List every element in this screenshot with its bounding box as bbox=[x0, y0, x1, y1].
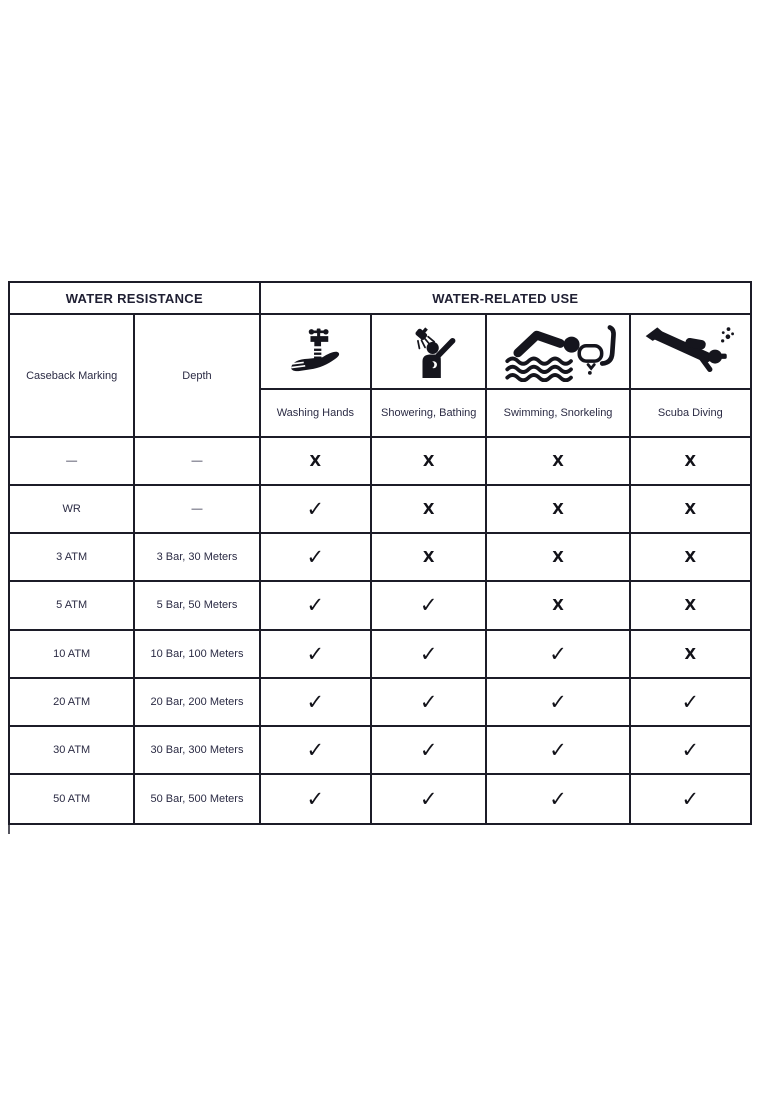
activity-icon-cell-showering bbox=[372, 315, 487, 390]
mark-cell: ✓ bbox=[372, 775, 487, 823]
mark-cell: X bbox=[487, 438, 630, 486]
depth-cell: 5 Bar, 50 Meters bbox=[135, 582, 260, 630]
mark-cell: ✓ bbox=[372, 582, 487, 630]
mark-cell: X bbox=[631, 631, 750, 679]
mark-cell: ✓ bbox=[372, 631, 487, 679]
mark-cell: X bbox=[631, 534, 750, 582]
mark-cell: ✓ bbox=[261, 679, 372, 727]
swimming-snorkeling-icon bbox=[499, 321, 617, 382]
mark-cell: ✓ bbox=[487, 775, 630, 823]
column-header-depth: Depth bbox=[135, 315, 260, 438]
mark-cell: ✓ bbox=[487, 679, 630, 727]
marking-cell: 30 ATM bbox=[10, 727, 135, 775]
mark-cell: X bbox=[487, 582, 630, 630]
mark-cell: X bbox=[372, 438, 487, 486]
mark-cell: ✓ bbox=[487, 727, 630, 775]
mark-cell: ✓ bbox=[681, 786, 700, 811]
mark-cell: X bbox=[372, 534, 487, 582]
mark-cell: ✓ bbox=[261, 534, 372, 582]
water-resistance-table bbox=[8, 281, 752, 825]
marking-cell: 10 ATM bbox=[10, 631, 135, 679]
marking-cell: 50 ATM bbox=[10, 775, 135, 823]
mark-cell: ✓ bbox=[261, 582, 372, 630]
depth-cell: 3 Bar, 30 Meters bbox=[135, 534, 260, 582]
showering-bathing-icon bbox=[396, 325, 461, 378]
marking-cell: WR bbox=[10, 486, 135, 534]
header-water-related-use: WATER-RELATED USE bbox=[261, 283, 750, 315]
mark-cell: ✓ bbox=[372, 679, 487, 727]
mark-cell: X bbox=[631, 438, 750, 486]
column-header-caseback-marking: Caseback Marking bbox=[10, 315, 135, 438]
mark-cell: X bbox=[487, 486, 630, 534]
mark-cell: ✓ bbox=[261, 631, 372, 679]
washing-hands-icon bbox=[285, 327, 347, 377]
depth-cell: — bbox=[135, 486, 260, 534]
mark-cell: X bbox=[487, 534, 630, 582]
activity-label-washing-hands: Washing Hands bbox=[261, 390, 372, 438]
marking-cell: 5 ATM bbox=[10, 582, 135, 630]
depth-cell: 30 Bar, 300 Meters bbox=[135, 727, 260, 775]
mark-cell: X bbox=[261, 438, 372, 486]
mark-cell: ✓ bbox=[261, 727, 372, 775]
header-water-resistance: WATER RESISTANCE bbox=[10, 283, 261, 315]
mark-cell: X bbox=[372, 486, 487, 534]
activity-icon-cell-scuba bbox=[631, 315, 750, 390]
mark-cell: ✓ bbox=[261, 486, 372, 534]
left-border-stub bbox=[8, 824, 10, 834]
depth-cell: 50 Bar, 500 Meters bbox=[135, 775, 260, 823]
depth-cell: 10 Bar, 100 Meters bbox=[135, 631, 260, 679]
mark-cell: ✓ bbox=[631, 679, 750, 727]
activity-label-showering-bathing: Showering, Bathing bbox=[372, 390, 487, 438]
activity-label-scuba-diving: Scuba Diving bbox=[631, 390, 750, 438]
scuba-diving-icon bbox=[641, 321, 739, 382]
activity-label-swimming-snorkeling: Swimming, Snorkeling bbox=[487, 390, 630, 438]
marking-cell: — bbox=[10, 438, 135, 486]
mark-cell: X bbox=[631, 582, 750, 630]
marking-cell: 20 ATM bbox=[10, 679, 135, 727]
mark-cell: ✓ bbox=[631, 727, 750, 775]
marking-cell: 3 ATM bbox=[10, 534, 135, 582]
depth-cell: 20 Bar, 200 Meters bbox=[135, 679, 260, 727]
mark-cell: X bbox=[631, 486, 750, 534]
mark-cell: ✓ bbox=[261, 775, 372, 823]
mark-cell: ✓ bbox=[372, 727, 487, 775]
activity-icon-cell-washing-hands bbox=[261, 315, 372, 390]
mark-cell: ✓ bbox=[487, 631, 630, 679]
depth-cell: — bbox=[135, 438, 260, 486]
activity-icon-cell-swimming bbox=[487, 315, 630, 390]
